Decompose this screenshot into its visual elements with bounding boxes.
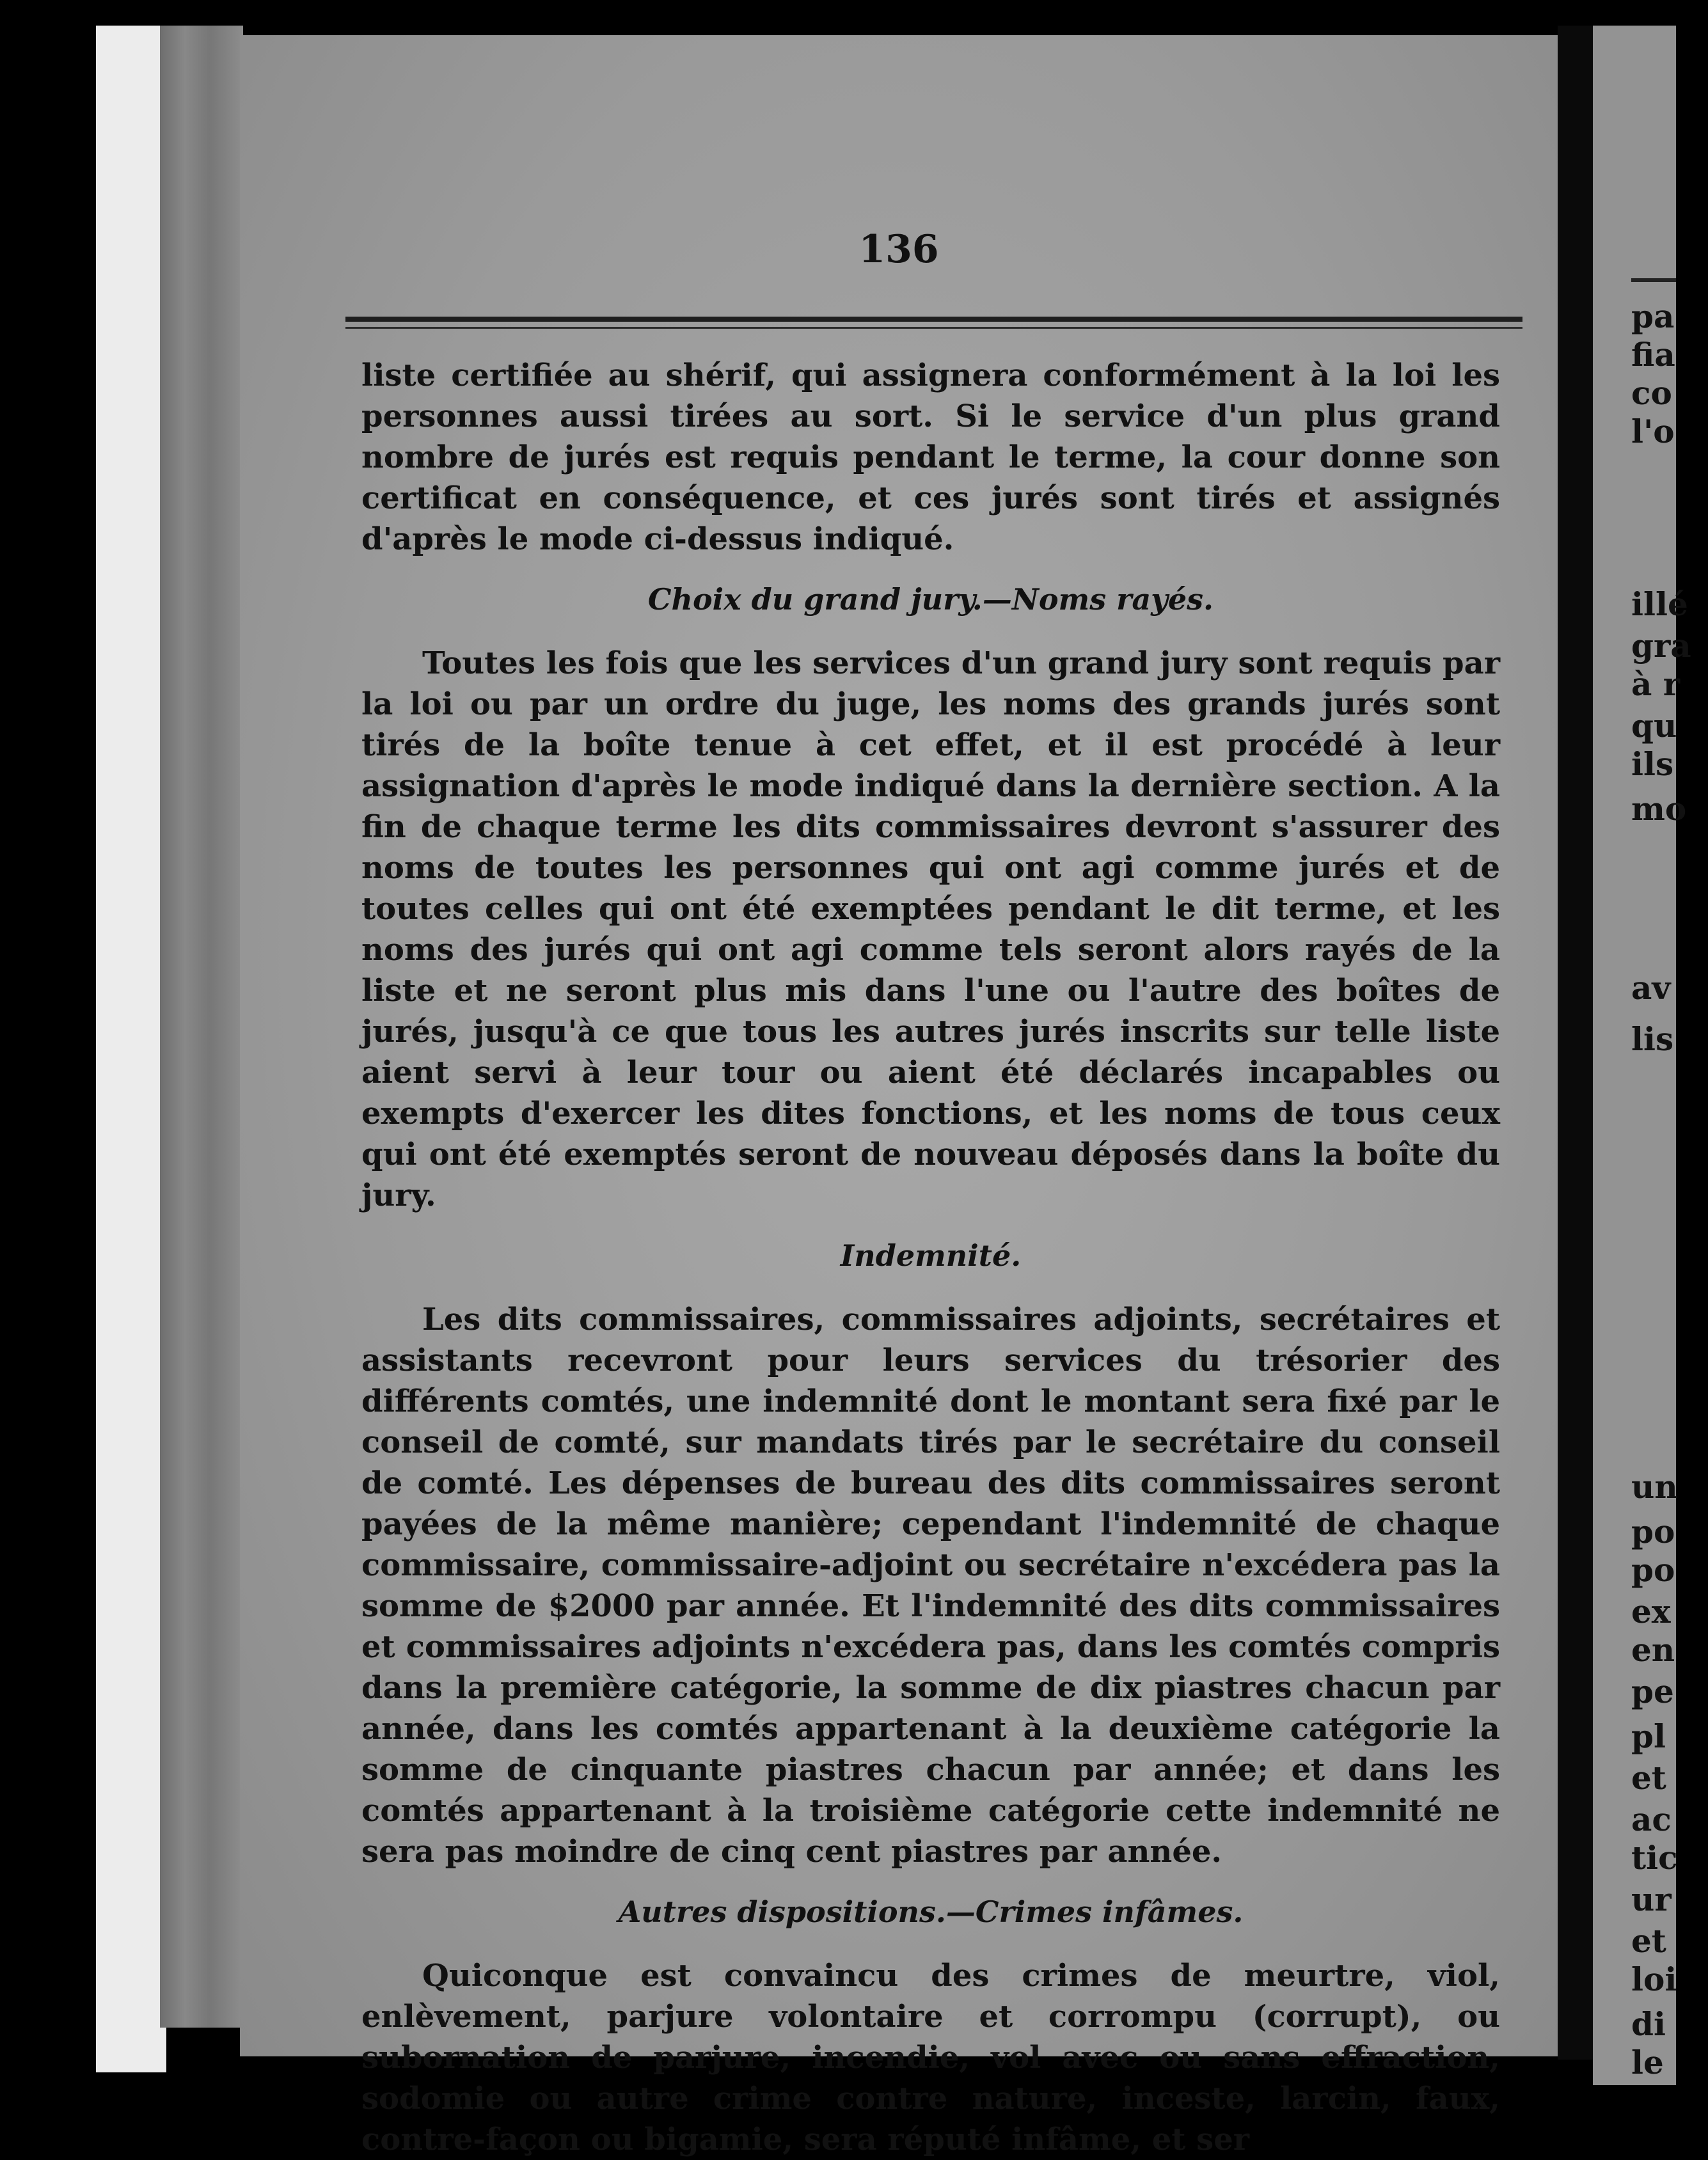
book-gutter (1558, 26, 1593, 2060)
paragraph-continuation: liste certifiée au shérif, qui assignera conformément à la loi les personnes aussi tirées au sort. Si le service d'un plus grand nombre de jurés est requis pendant le terme, la cour donne son certificat en conséquence, et ces jurés sont tirés et assignés d'après le mode ci-dessus indiqué. (361, 358, 1500, 557)
facing-line-fragment: ac (1631, 1801, 1672, 1838)
header-rule (345, 317, 1522, 322)
facing-line-fragment: po (1631, 1551, 1675, 1589)
facing-line-fragment: en (1631, 1631, 1675, 1669)
page-body (361, 355, 1500, 2160)
scan-border (96, 26, 166, 2072)
facing-header-rule (1631, 278, 1676, 282)
facing-line-fragment: ils (1631, 745, 1674, 783)
facing-line-fragment: tic (1631, 1839, 1678, 1877)
facing-line-fragment: di (1631, 2005, 1666, 2043)
facing-line-fragment: qu (1631, 707, 1677, 745)
facing-line-fragment: gra (1631, 627, 1691, 665)
facing-line-fragment: fia (1631, 336, 1675, 374)
facing-line-fragment: illé (1631, 585, 1688, 623)
facing-line-fragment: lis (1631, 1020, 1674, 1058)
facing-line-fragment: ex (1631, 1593, 1671, 1630)
facing-line-fragment: pl (1631, 1717, 1666, 1755)
paragraph-grand-jury: Toutes les fois que les services d'un grand jury sont requis par la loi ou par un ordre du juge, les noms des grands jurés sont tirés de la boîte tenue à cet effet, et il est procédé à leur assignation d'après le mode indiqué dans la dernière section. A la fin de chaque terme les dits commissaires devront s'assurer des noms de toutes les personnes qui ont agi comme jurés et de toutes celles qui ont été exemptées pendant le dit terme, et les noms des jurés qui ont agi comme tels seront alors rayés de la liste et ne seront plus mis dans l'une ou l'autre des boîtes de jurés, jusqu'à ce que tous les autres jurés inscrits sur telle liste aient servi à leur tour ou aient été déclarés incapables ou exempts d'exercer les dites fonctions, et les noms de tous ceux qui ont été exemptés seront de nouveau déposés dans la boîte du jury. (361, 645, 1500, 1213)
facing-line-fragment: av (1631, 969, 1671, 1007)
facing-line-fragment: un (1631, 1468, 1678, 1506)
facing-page (1593, 26, 1691, 2085)
facing-line-fragment: à r (1631, 665, 1680, 703)
facing-line-fragment: et (1631, 1922, 1666, 1960)
facing-line-fragment: le (1631, 2044, 1664, 2081)
facing-line-fragment: et (1631, 1759, 1666, 1797)
section-title-crimes: Autres dispositions.—Crimes infâmes. (618, 1895, 1244, 1929)
paragraph-indemnite: Les dits commissaires, commissaires adjoints, secrétaires et assistants recevront pour leurs services du trésorier des différents comtés, une indemnité dont le montant sera fixé par le conseil de comté, sur mandats tirés par le secrétaire du conseil de comté. Les dépenses de bureau des dits commissaires seront payées de la même manière; cependant l'indemnité de chaque commissaire, commissaire-adjoint ou secrétaire n'excédera pas la somme de $2000 par année. Et l'indemnité des dits commissaires et commissaires adjoints n'excédera pas, dans les comtés compris dans la première catégorie, la somme de dix piastres chacun par année, dans les comtés appartenant à la deuxième catégorie la somme de cinquante piastres chacun par année; et dans les comtés appartenant à la troisième catégorie cette indemnité ne sera pas moindre de cinq cent piastres par année. (361, 1302, 1500, 1870)
paragraph-crimes: Quiconque est convaincu des crimes de meurtre, viol, enlèvement, parjure volontaire et corrompu (corrupt), ou subornation de parjure, incendie, vol avec ou sans effraction, sodomie ou autre crime contre nature, inceste, larcin, faux, contre-façon ou bigamie, sera réputé infâme, et ser (361, 1958, 1500, 2157)
facing-line-fragment: l'o (1631, 413, 1675, 450)
facing-line-fragment: pa (1631, 297, 1675, 335)
page-edges (160, 26, 243, 2028)
facing-line-fragment: co (1631, 374, 1672, 412)
facing-line-fragment: ur (1631, 1880, 1672, 1918)
facing-line-fragment: po (1631, 1513, 1675, 1550)
facing-line-fragment: pe (1631, 1673, 1674, 1710)
page-number: 136 (858, 227, 939, 272)
section-title-indemnite: Indemnité. (840, 1238, 1022, 1273)
facing-line-fragment: mo (1631, 790, 1687, 828)
section-title-grand-jury: Choix du grand jury.—Noms rayés. (647, 582, 1214, 617)
header-rule-thin (345, 327, 1522, 329)
facing-line-fragment: loi (1631, 1960, 1677, 1998)
book-page (240, 35, 1558, 2157)
